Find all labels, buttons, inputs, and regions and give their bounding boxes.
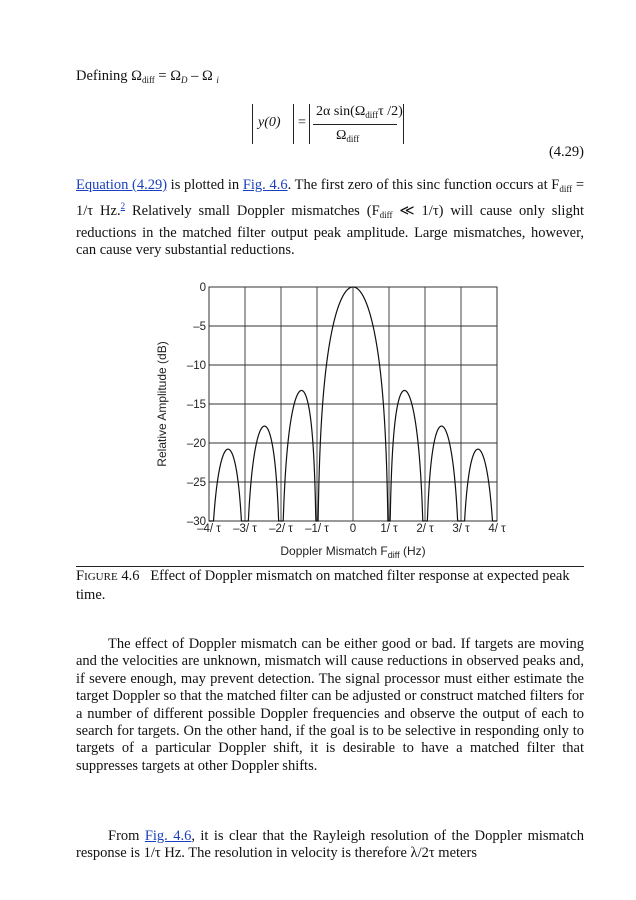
abs-bar-right	[293, 104, 294, 144]
equation-denominator: $\Omega_{diff}$	[336, 128, 360, 144]
doppler-mismatch-chart	[150, 276, 510, 566]
paragraph-3: From Fig. 4.6, it is clear that the Rayleigh resolution of the Doppler mismatch response is 1/τ Hz. The resolution in velocity is therefore λ/2τ meters	[76, 828, 584, 862]
defining-rest: = Ω	[154, 68, 182, 84]
caption-text: Effect of Doppler mismatch on matched filter response at expected peak time.	[76, 568, 570, 603]
y-tick-label: –25	[186, 477, 206, 489]
figure-link-2[interactable]: Fig. 4.6	[144, 828, 192, 844]
paragraph-1: Equation (4.29) is plotted in Fig. 4.6. The first zero of this sinc function occurs at $F_{diff} = 1/\tau$ Hz.$^2$ Relatively small Doppler mismatches ($F_{diff}$ ≪ 1/τ) will cause only slight reductions in the matched filter output peak amplitude. Large mismatches, however, can cause very substantial reductions.	[76, 177, 585, 259]
x-tick-label: –3/ τ	[233, 523, 257, 535]
abs-bar-left-2	[309, 104, 310, 144]
y-tick-label: –20	[186, 438, 206, 450]
x-tick-label: –2/ τ	[269, 523, 293, 535]
figure-link[interactable]: Fig. 4.6	[242, 177, 288, 193]
x-tick-labels	[197, 523, 506, 535]
x-tick-label: 3/ τ	[452, 523, 470, 535]
defining-prefix: Defining Ω	[76, 68, 142, 84]
y-tick-label: –30	[186, 516, 206, 528]
defining-sub-d: D	[181, 75, 188, 85]
defining-sub-i: i	[216, 75, 219, 85]
fraction-line	[313, 124, 397, 125]
equation-lhs: y(0)	[258, 115, 281, 130]
y-axis-label: Relative Amplitude (dB)	[155, 341, 169, 467]
equation-link[interactable]: Equation (4.29)	[76, 177, 168, 193]
caption-label-rest: IGURE	[84, 571, 118, 583]
caption-label-number: 4.6	[117, 568, 140, 584]
abs-bar-left	[252, 104, 253, 144]
caption-rule	[76, 566, 584, 567]
x-tick-label: –1/ τ	[305, 523, 329, 535]
equation-equals: =	[298, 115, 306, 130]
x-axis-label: Doppler Mismatch $F_{diff}$ (Hz)	[280, 544, 426, 560]
footnote-link[interactable]: 2	[120, 201, 126, 212]
caption-label-initial: F	[76, 568, 85, 584]
defining-sub-diff: diff	[141, 75, 155, 85]
x-tick-label: –4/ τ	[197, 523, 221, 535]
defining-minus: – Ω	[187, 68, 217, 84]
abs-bar-right-2	[403, 104, 404, 144]
equation-numerator: 2α $\sin(\Omega_{diff}\tau$ /2)	[316, 104, 403, 120]
y-tick-label: 0	[199, 282, 206, 294]
y-tick-label: –10	[186, 360, 206, 372]
figure-caption	[76, 568, 584, 604]
y-tick-label: –15	[186, 399, 206, 411]
chart-grid	[209, 287, 497, 521]
defining-line	[76, 66, 219, 90]
x-tick-label: 2/ τ	[416, 523, 434, 535]
paragraph-2: The effect of Doppler mismatch can be either good or bad. If targets are moving and the velocities are unknown, mismatch will cause reductions in observed peaks and, if severe enough, may prevent detection. The signal processor must either estimate the target Doppler so that the matched filter can be adjusted or construct matched filters for a number of different possible Doppler frequencies and observe the output of each to search for targets. On the other hand, if the goal is to be selective in responding only to targets of a particular Doppler shift, it is desirable to have a matched filter that suppresses targets at other Doppler shifts.	[76, 636, 584, 774]
x-tick-label: 1/ τ	[380, 523, 398, 535]
y-tick-label: –5	[193, 321, 206, 333]
y-tick-labels	[187, 282, 206, 528]
x-tick-label: 0	[349, 523, 357, 535]
equation-number: (4.29)	[548, 144, 584, 160]
x-tick-label: 4/ τ	[488, 523, 506, 535]
